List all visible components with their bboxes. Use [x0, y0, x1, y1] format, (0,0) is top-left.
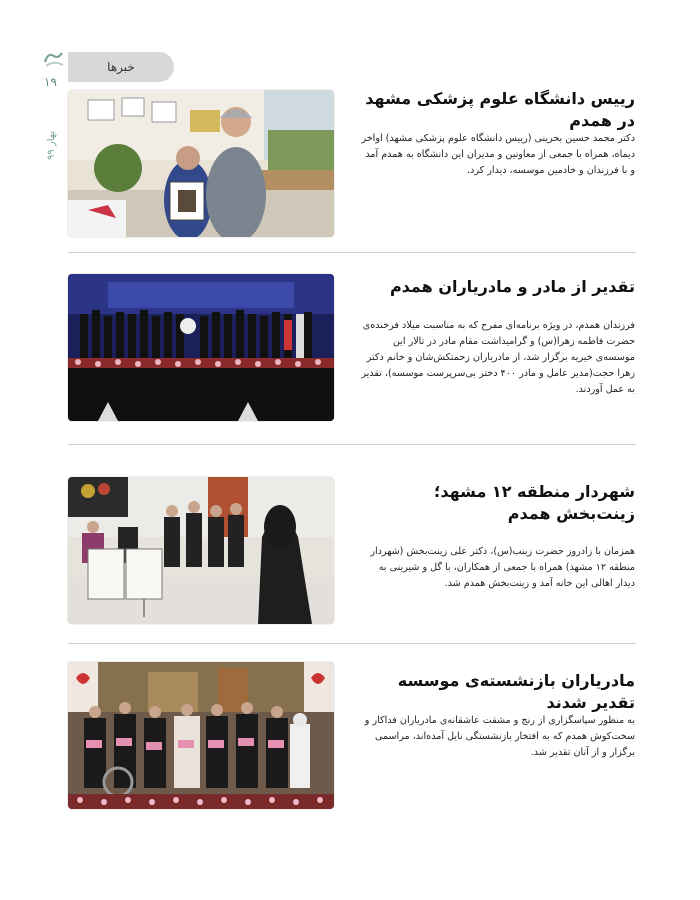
hamdam-logo-icon	[42, 48, 66, 70]
story-body: همزمان با زادروز حضرت زینب(س)، دکتر علی زینت‌بخش (شهردار منطقه ۱۲ مشهد) همراه با جمعی از همکاران، با گل و شیرینی به دیدار اهالی این خانه آمد و زینت‌بخش همدم شد.	[370, 546, 635, 589]
story-title: رییس دانشگاه علوم پزشکی مشهد در همدم	[365, 89, 635, 130]
section-tab: خبرها	[68, 52, 174, 82]
divider	[68, 643, 636, 644]
page-number: ۱۹	[44, 75, 57, 89]
divider	[68, 444, 636, 445]
story-photo	[68, 477, 334, 624]
story-title: شهردار منطقه ۱۲ مشهد؛ زینت‌بخش همدم	[433, 482, 635, 523]
story-body: به منظور سپاسگزاری از رنج و مشقت عاشقانه‌ی مادریاران فداکار و سخت‌کوش همدم که به افتخار بازنشستگی نایل آمده‌اند، مراسمی برگزار و از آنان تقدیر شد.	[364, 715, 635, 758]
divider	[68, 252, 636, 253]
story-photo	[68, 662, 334, 809]
story-photo	[68, 90, 334, 237]
story-title: مادریاران بازنشسته‌ی موسسه تقدیر شدند	[397, 671, 635, 712]
story-photo	[68, 274, 334, 421]
photo-mayor-visit-icon	[68, 477, 334, 624]
story-body: دکتر محمد حسین بحرینی (رییس دانشگاه علوم پزشکی مشهد) اواخر دیماه، همراه با جمعی از معاونین و مدیران این دانشگاه به همدم آمد و با فرزندان و خادمین موسسه، دیدار کرد.	[361, 133, 635, 176]
story-title: تقدیر از مادر و مادریاران همدم	[389, 277, 635, 296]
photo-retired-caregivers-icon	[68, 662, 334, 809]
story-body: فرزندان همدم، در ویژه برنامه‌ای مفرح که به مناسبت میلاد فرخنده‌ی حضرت فاطمه زهرا(س) و گرامیداشت مقام مادر در تالار این موسسه‌ی خیریه برگزار شد، از مادریاران زحمتکش‌شان و خانم دکتر زهرا حجت(مدیر عامل و مادر ۴۰۰ دختر بی‌سرپرست موسسه)، تقدیر به عمل آوردند.	[361, 320, 635, 395]
photo-stage-group-icon	[68, 274, 334, 421]
issue-label: بهار ۹۹	[46, 130, 57, 160]
photo-dean-visit-icon	[68, 90, 334, 237]
